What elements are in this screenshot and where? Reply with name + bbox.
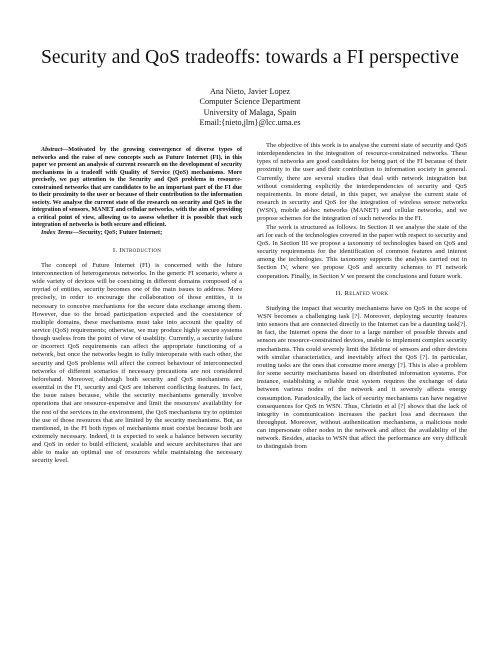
objective-paragraph: The objective of this work is to analyse the current state of security and QoS interdependencies in the integration of resource-constrained networks. These types of networks are good candidates for being part of the FI because of their proximity to the user and their contribution to information society in general. Currently, there are several studies that deal with network integration but without considering explicitly the interdependencies of security and QoS requirements. In more detail, in this paper, we analyse the current state of research in security and QoS for the integration of wireless sensor networks (WSN), mobile ad-hoc networks (MANET) and cellular networks, and we propose schemes for the integration of such networks in the FI. <box>257 142 467 223</box>
section-heading-introduction: I. Introduction <box>112 246 162 254</box>
section-heading-related-work: II. Related work <box>335 289 389 297</box>
abstract-lead: Abstract <box>41 147 63 153</box>
index-terms-lead: Index Terms <box>41 230 73 237</box>
intro-paragraph: The concept of Future Internet (FI) is concerned with the future interconnection of heterogeneous networks. In the generic FI scenario, where a wide variety of devices will be coexisting in different domains composed of a myriad of entities, security becomes one of the main issues to address. More precisely, in order to encourage the collaboration of those entities, it is necessary to conceive mechanisms for the secure data exchange among them. However, due to the broad participation expected and the coexistence of multiple domains, these mechanisms must take into account the quality of service (QoS) requirements; otherwise, we may produce highly secure systems though useless from the point of view of usability. Currently, a security failure or incorrect QoS requirements can affect the appropriate functioning of a network, but once the networks begin to fully interoperate with each other, the security and QoS problems will affect the correct behaviour of interconnected networks of different scenarios if necessary precautions are not considered beforehand. Moreover, although both security and QoS mechanisms are essential in the FI, security and QoS are inherent conflicting features. In fact, the issue raises because, while the security mechanisms generally involve operations that are resource-expensive and limit the resources' availability for the rest of the services in the environment, the QoS mechanisms try to optimize the use of those resources that are limited by the security mechanisms. But, as mentioned, in the FI both types of mechanisms must coexist because both are extremely necessary. Indeed, it is expected to seek a balance between security and QoS in order to build efficient, scalable and secure architectures that are able to make an optimal use of resources while maintaining the necessary security level. <box>32 261 242 465</box>
structure-paragraph: The work is structured as follows. In Section II we analyse the state of the art for each of the technologies covered in the paper with respect to security and QoS. In Section III we propose a taxonomy of technologies based on QoS and security requirements for the identification of common features and interest among the technologies. This taxonomy supports the analysis carried out in Section IV, where we propose QoS and security schemes to FI network cooperation. Finally, in Section V we present the conclusions and future work. <box>257 223 467 280</box>
index-terms <box>32 230 242 238</box>
related-work-paragraph: Studying the impact that security mechanisms have on QoS in the scope of WSN becomes a challenging task [?]. Moreover, deploying security features into sensors that are connected directly to the Internet can be a daunting task[?]. In fact, the Internet opens the door to a large number of possible threats and sensors are resource-constrained devices, unable to implement complex security mechanisms. This could severely limit the lifetime of sensors and other devices with similar characteristics, and inevitably affect the QoS [?]. In particular, routing tasks are the ones that consume more energy [?]. This is also a problem for some security mechanisms based on distributed information systems. For instance, establishing a reliable trust system requires the exchange of data between various nodes of the network and it severely affects energy consumption. Paradoxically, the lack of security mechanisms can have negative consequences for QoS in WSN. Thus, Christin et al [?] shows that the lack of integrity in communication increases the packet loss and decreases the throughput. Moreover, without authentication mechanisms, a malicious node can impersonate other nodes in the network and affect the availability of the network. Besides, attacks to WSN that affect the performance are very difficult to distinguish from <box>257 304 467 451</box>
author-names: Ana Nieto, Javier Lopez <box>209 87 291 96</box>
affiliation-university: University of Malaga, Spain <box>203 107 297 117</box>
abstract <box>32 147 242 230</box>
paper-title: Security and QoS tradeoffs: towards a FI perspective <box>40 47 460 68</box>
abstract-text: —Motivated by the growing convergence of diverse types of networks and the raise of new concepts such as Future Internet (FI), in this paper we present an analysis of current research on the development of security mechanisms in a tradeoff with Quality of Service (QoS) mechanisms. More precisely, we pay attention to the Security and QoS problems in resource-constrained networks that are candidates to be an important part of the FI due to their proximity to the user or because of their contribution to the information society. We analyse the current state of the research on security and QoS in the integration of sensors, MANET and cellular networks, with the aim of providing a critical point of view, allowing us to assess whether it is possible that such integration of networks is both secure and efficient. <box>32 147 242 229</box>
right-column <box>257 142 467 452</box>
author-email: Email:{nieto,jlm}@lcc.uma.es <box>199 118 301 128</box>
left-column <box>32 147 242 466</box>
index-terms-text: —Security; QoS; Future Internet; <box>72 230 163 237</box>
affiliation-department: Computer Science Department <box>199 97 301 107</box>
author-block <box>0 87 500 129</box>
